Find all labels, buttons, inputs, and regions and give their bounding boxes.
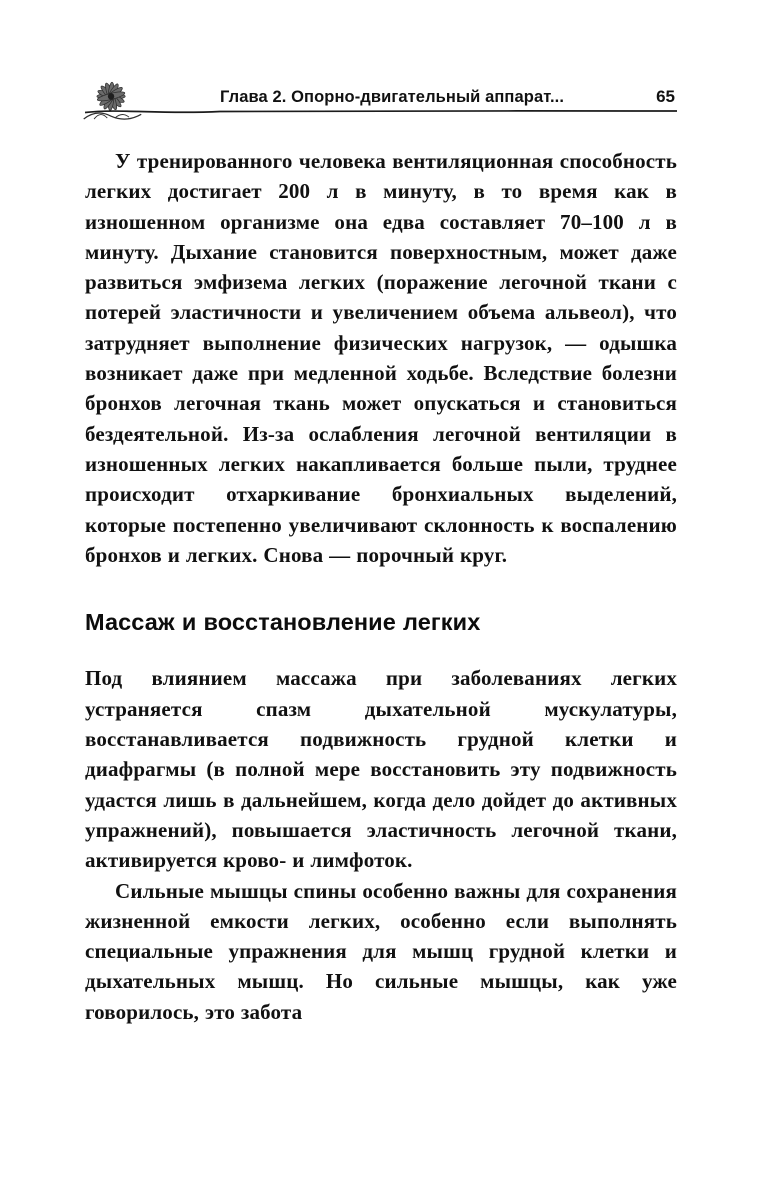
header-rule (85, 106, 677, 116)
body-text (85, 146, 677, 1027)
paragraph: Сильные мышцы спины особенно важны для сохранения жизненной емкости легких, особенно если выполнять специальные упражнения для мышц грудной клетки и дыхательных мышц. Но сильные мышцы, как уже говорилось, это забота (85, 878, 677, 1024)
flower-ornament-icon (79, 78, 145, 128)
paragraph: Под влиянием массажа при заболеваниях легких устраняется спазм дыхательной мускулатуры, восстанавливается подвижность грудной клетки и диафрагмы (в полной мере восстановить эту подвижность удастся лишь в дальнейшем, когда дело дойдет до активных упражнений), повышается эластичность легочной ткани, активируется крово- и лимфоток. (85, 666, 677, 873)
running-head-chapter-title: Глава 2. Опорно-двигательный аппарат... (219, 88, 565, 106)
page-number: 65 (656, 87, 675, 106)
page-header (85, 80, 677, 116)
page-content (85, 0, 677, 1027)
paragraph: У тренированного человека вентиляционная способность легких достигает 200 л в минуту, в то время как в изношенном организме она едва составляет 70–100 л в минуту. Дыхание становится поверхностным, может даже развиться эмфизема легких (поражение легочной ткани с потерей эластичности и увеличением объема альвеол), что затрудняет выполнение физических нагрузок, — одышка возникает даже при медленной ходьбе. Вследствие болезни бронхов легочная ткань может опускаться и становиться бездеятельной. Из-за ослабления легочной вентиляции в изношенных легких накапливается больше пыли, труднее происходит отхаркивание бронхиальных выделений, которые постепенно увеличивают склонность к воспалению бронхов и легких. Снова — порочный круг. (85, 149, 677, 567)
section-heading: Массаж и восстановление легких (85, 609, 481, 636)
